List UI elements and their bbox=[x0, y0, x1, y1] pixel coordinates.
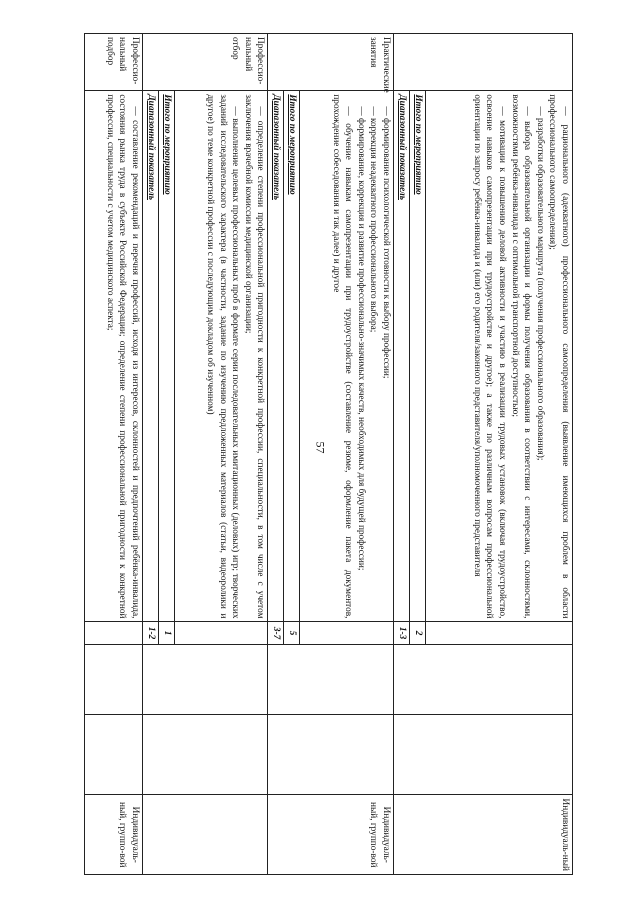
number-cell bbox=[174, 622, 268, 644]
total-value: 2 bbox=[409, 622, 425, 644]
empty-cell bbox=[393, 644, 572, 714]
range-label: Диапазонный показатель bbox=[268, 91, 284, 622]
list-item: — обучение навыкам самопрезентации при трудоустройстве (составление резюме, оформление пакета документов, прохождение собеседования и так далее) и другое bbox=[330, 94, 354, 619]
table-row bbox=[174, 34, 268, 875]
list-item: — формирование, коррекция и развитие профессионально-значимых качеств, необходимых для будущей профессии; bbox=[355, 106, 366, 571]
page-number: 57 bbox=[313, 441, 328, 454]
total-label: Итого по мероприятию bbox=[158, 91, 174, 622]
rotated-page bbox=[84, 33, 573, 875]
range-value: 1-2 bbox=[142, 622, 158, 644]
number-cell bbox=[85, 622, 143, 644]
table-row bbox=[425, 34, 572, 875]
list-item: — мотивации к повышению деловой активности и участию в реализации трудовых установок (включая трудоустройство, освоение навыков самопрезентации при трудоустройстве и другое); а также по различным вопросам профессиональной ориентации по запросу ребёнка-инвалида и (или) его родителя/законного представителя/уполномоченного представителя bbox=[471, 94, 508, 619]
description-cell bbox=[174, 91, 268, 622]
description-cell bbox=[300, 91, 394, 622]
description-cell bbox=[85, 91, 143, 622]
list-item: — составление рекомендаций и перечня профессий, исходя из интересов, склонностей и предпочтений ребёнка-инвалида, состояния рынка труда в субъекте Российской Федерации; определение степени профессиональной пригодности к конкретной профессии, специальности с учетом медицинского аспекта; bbox=[104, 94, 140, 619]
section-cell: Практические занятия bbox=[268, 34, 394, 91]
number-cell bbox=[300, 622, 394, 644]
form-cell: Индивидуаль-ный, группо-вой bbox=[85, 795, 143, 875]
total-value: 5 bbox=[284, 622, 300, 644]
range-value: 3-7 bbox=[268, 622, 284, 644]
list-item: — коррекция неадекватного профессионального выбора; bbox=[368, 106, 379, 333]
section-cell: Профессио-нальный отбор bbox=[142, 34, 268, 91]
range-label: Диапазонный показатель bbox=[142, 91, 158, 622]
section-cell: Профессио-нальный подбор bbox=[85, 34, 143, 91]
empty-cell bbox=[268, 644, 394, 714]
empty-cell bbox=[142, 644, 268, 714]
empty-cell bbox=[85, 644, 143, 714]
form-cell: Индивидуаль-ный bbox=[393, 795, 572, 875]
empty-cell bbox=[142, 715, 268, 795]
form-cell: Индивидуаль-ный, группо-вой bbox=[268, 795, 394, 875]
list-item: — разработки образовательного маршрута (получения профессионального образования); bbox=[534, 106, 545, 461]
list-item: — формирование психологической готовности к выбору профессии; bbox=[380, 106, 391, 379]
empty-cell bbox=[268, 715, 394, 795]
section-cell bbox=[393, 34, 572, 91]
list-item: — определение степени профессиональной пригодности к конкретной профессии, специальности, в том числе с учетом заключения врачебной комиссии медицинской организации; bbox=[242, 94, 266, 619]
total-value: 1 bbox=[158, 622, 174, 644]
services-table bbox=[84, 33, 573, 875]
range-value: 1-3 bbox=[393, 622, 409, 644]
list-item: — выполнение целевых профессиональных проб в формате серии последовательных имитационных (деловых) игр; творческих заданий исследовательского характера (в частности, задание по изучению предложенных материалов (статьи, видеоролики и другое) по теме конкретной профессии с последующим докладом об изученном) bbox=[205, 94, 241, 619]
number-cell bbox=[425, 622, 572, 644]
list-item: — выбора образовательной организации и формы получения образования в соответствии с интересами, склонностями, возможностями ребёнка-инвалида и с оптимальной транспортной доступностью; bbox=[509, 94, 533, 619]
range-label: Диапазонный показатель bbox=[393, 91, 409, 622]
total-label: Итого по мероприятию bbox=[284, 91, 300, 622]
total-label: Итого по мероприятию bbox=[409, 91, 425, 622]
empty-cell bbox=[85, 715, 143, 795]
description-cell bbox=[425, 91, 572, 622]
form-cell bbox=[142, 795, 268, 875]
table-row bbox=[300, 34, 394, 875]
table-row bbox=[85, 34, 143, 875]
empty-cell bbox=[393, 715, 572, 795]
list-item: — рационального (адекватного) профессионального самоопределения (выявление имеющихся проблем в области профессионального самоопределения); bbox=[547, 94, 570, 619]
